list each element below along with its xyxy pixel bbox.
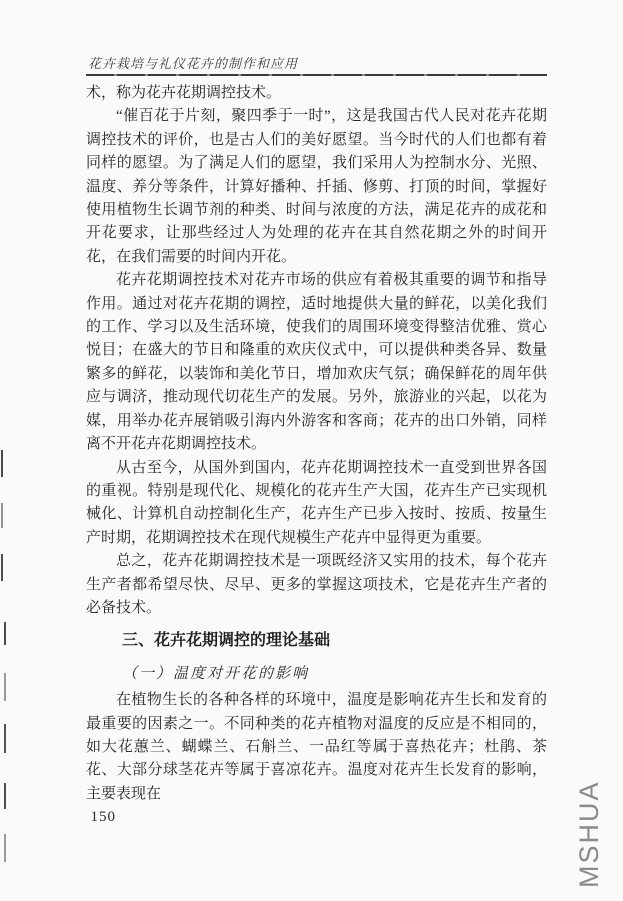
scan-edge-mark (4, 724, 6, 753)
watermark-text: MSHUA (574, 780, 604, 888)
header-rule (86, 74, 547, 76)
running-header-title: 花卉栽培与礼仪花卉的制作和应用 (88, 56, 299, 71)
scan-edge-mark (1, 554, 3, 581)
paragraph-market-supply: 花卉花期调控技术对花卉市场的供应有着极其重要的调节和指导作用。通过对花卉花期的调控，适时地提供大量的鲜花，以美化我们的工作、学习以及生活环境，使我们的周围环境变得整洁优雅、赏心悦目；在盛大的节日和隆重的欢庆仪式中，可以提供种类各异、数量繁多的鲜花，以装饰和美化节日，增加欢庆气氛；确保鲜花的周年供应与调济，推动现代切花生产的发展。另外，旅游业的兴起，以花为媒，用举办花卉展销吸引海内外游客和客商；花卉的出口外销，同样离不开花卉花期调控技术。 (86, 272, 547, 453)
section-heading: 三、花卉花期调控的理论基础 (122, 632, 331, 650)
scan-edge-mark (1, 503, 3, 528)
paragraph-worldwide-importance: 从古至今，从国外到国内，花卉花期调控技术一直受到世界各国的重视。特别是现代化、规模化的花卉生产大国，花卉生产已实现机械化、计算机自动控制化生产，花卉生产已步入按时、按质、按量生产时期，花期调控技术在现代规模生产花卉中显得更为重要。 (86, 459, 547, 546)
scan-edge-mark (4, 622, 6, 645)
paragraph-summary: 总之，花卉花期调控技术是一项既经济又实用的技术，每个花卉生产者都希望尽快、尽早、更多的掌握这项技术，它是花卉生产者的必备技术。 (86, 553, 547, 616)
scan-edge-mark (4, 834, 6, 862)
scan-edge-mark (4, 783, 6, 809)
paragraph-temperature-effect: 在植物生长的各种各样的环境中，温度是影响花卉生长和发育的最重要的因素之一。不同种类的花卉植物对温度的反应是不相同的，如大花蕙兰、蝴蝶兰、石斛兰、一品红等属于喜热花卉；杜鹃、茶花、大部分球茎花卉等属于喜凉花卉。温度对花卉生长发育的影响，主要表现在 (86, 692, 547, 802)
paragraph-quote-intro: “催百花于片刻，聚四季于一时”，这是我国古代人民对花卉花期调控技术的评价，也是古人们的美好愿望。当今时代的人们也都有着同样的愿望。为了满足人们的愿望，我们采用人为控制水分、光照、温度、养分等条件，计算好播种、扦插、修剪、打顶的时间，掌握好使用植物生长调节剂的种类、时间与浓度的方法，满足花卉的成花和开花要求，让那些经过人为处理的花卉在其自然花期之外的时间开花，在我们需要的时间内开花。 (86, 108, 547, 265)
subsection-heading: （一）温度对开花的影响 (122, 665, 310, 682)
scan-edge-mark (1, 450, 3, 477)
scan-edge-mark (4, 673, 6, 701)
paragraph-continuation: 术，称为花卉花期调控技术。 (86, 85, 282, 101)
page-body (86, 82, 547, 829)
page-number: 150 (90, 809, 116, 826)
